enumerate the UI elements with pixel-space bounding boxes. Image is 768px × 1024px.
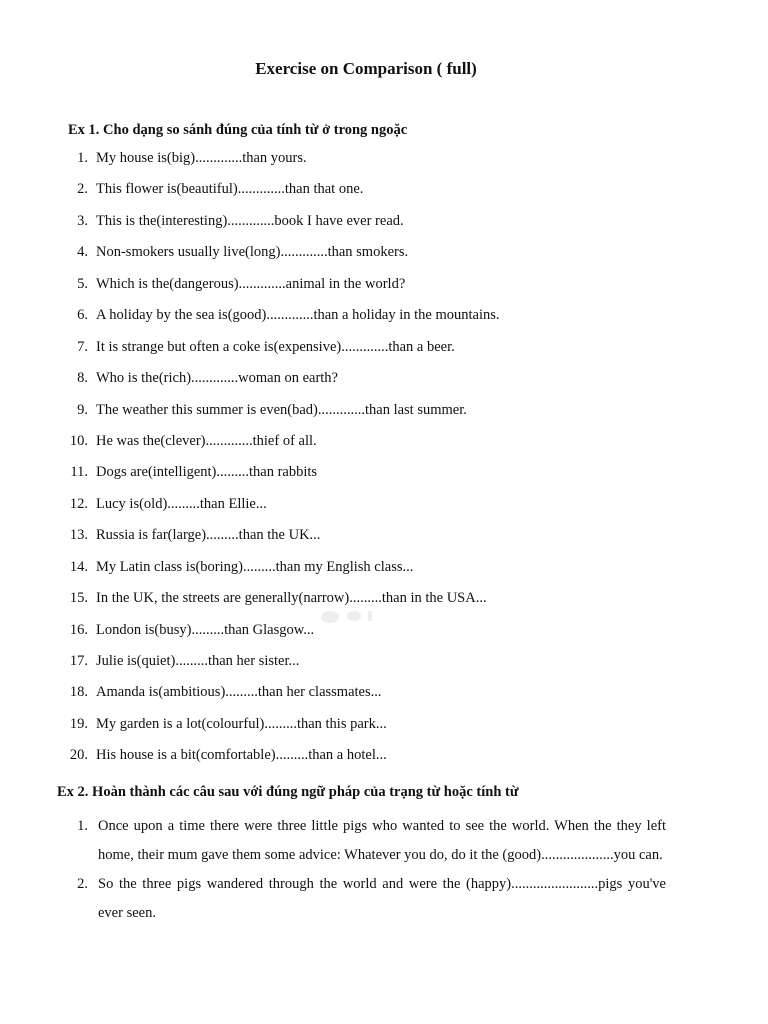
item-text: It is strange but often a coke is(expensive).............than a beer.: [96, 338, 455, 355]
item-text: The weather this summer is even(bad).............than last summer.: [96, 401, 467, 418]
item-text: Lucy is(old).........than Ellie...: [96, 495, 267, 512]
list-item: [0, 714, 768, 745]
list-item: [0, 274, 768, 305]
list-item: [0, 745, 768, 776]
item-number: 1.: [77, 818, 88, 834]
faint-watermark-mark: [318, 607, 378, 627]
item-text: Once upon a time there were three little pigs who wanted to see the world. When the they left home, their mum gave them some advice: Whatever you do, do it the (good)....................you can.: [98, 818, 666, 863]
item-number: 11.: [70, 464, 88, 481]
item-text: A holiday by the sea is(good).............than a holiday in the mountains.: [96, 307, 500, 324]
item-text: Russia is far(large).........than the UK...: [96, 527, 321, 544]
item-text: My garden is a lot(colourful).........than this park...: [96, 715, 387, 732]
list-item: [0, 620, 768, 651]
item-number: 15.: [69, 590, 88, 607]
list-item: [0, 211, 768, 242]
list-item: [0, 305, 768, 336]
item-number: 1.: [77, 150, 88, 166]
item-text: In the UK, the streets are generally(narrow).........than in the USA...: [96, 590, 487, 607]
list-item: [0, 148, 768, 179]
item-number: 7.: [77, 338, 88, 355]
exercise-1-heading: Ex 1. Cho dạng so sánh đúng của tính từ ở trong ngoặc: [68, 122, 408, 138]
list-item: [0, 242, 768, 273]
item-number: 2.: [77, 181, 88, 198]
exercise-2-list: [0, 812, 768, 928]
list-item: [0, 400, 768, 431]
item-number: 3.: [77, 212, 88, 229]
list-item: [0, 870, 768, 928]
list-item: [0, 525, 768, 556]
item-number: 18.: [69, 684, 88, 701]
item-text: This flower is(beautiful).............than that one.: [96, 181, 364, 198]
exercise-1-list: [0, 148, 768, 777]
exercise-2-heading: Ex 2. Hoàn thành các câu sau với đúng ngữ pháp của trạng từ hoặc tính từ: [57, 784, 519, 800]
list-item: [0, 682, 768, 713]
list-item: [0, 462, 768, 493]
list-item: [0, 179, 768, 210]
item-number: 12.: [69, 495, 88, 512]
list-item: [0, 494, 768, 525]
item-number: 14.: [69, 558, 88, 575]
list-item: [0, 812, 768, 870]
item-text: My Latin class is(boring).........than my English class...: [96, 558, 414, 575]
item-text: Julie is(quiet).........than her sister...: [96, 653, 300, 669]
item-text: Non-smokers usually live(long).............than smokers.: [96, 244, 409, 261]
item-text: He was the(clever).............thief of all.: [96, 432, 317, 449]
item-number: 16.: [69, 621, 88, 638]
list-item: [0, 651, 768, 682]
item-number: 4.: [77, 244, 88, 261]
list-item: [0, 557, 768, 588]
item-number: 2.: [77, 876, 88, 892]
item-number: 19.: [69, 715, 88, 732]
item-text: His house is a bit(comfortable).........than a hotel...: [96, 747, 387, 764]
item-number: 6.: [77, 307, 88, 324]
item-number: 10.: [69, 432, 88, 449]
list-item: [0, 431, 768, 462]
item-number: 5.: [77, 275, 88, 292]
list-item: [0, 368, 768, 399]
item-text: Amanda is(ambitious).........than her classmates...: [96, 684, 382, 701]
document-title: Exercise on Comparison ( full): [255, 59, 477, 78]
item-number: 9.: [77, 401, 88, 418]
item-text: This is the(interesting).............book I have ever read.: [96, 212, 404, 229]
item-text: Which is the(dangerous).............animal in the world?: [96, 275, 406, 292]
item-text: My house is(big).............than yours.: [96, 150, 307, 166]
item-number: 13.: [69, 527, 88, 544]
item-text: Dogs are(intelligent).........than rabbits: [96, 464, 318, 481]
item-text: So the three pigs wandered through the world and were the (happy)........................pigs you've ever seen.: [98, 876, 666, 921]
list-item: [0, 588, 768, 619]
item-text: London is(busy).........than Glasgow...: [96, 621, 315, 638]
item-number: 17.: [69, 653, 88, 669]
item-number: 20.: [69, 747, 88, 764]
list-item: [0, 337, 768, 368]
item-text: Who is the(rich).............woman on earth?: [96, 370, 338, 387]
item-number: 8.: [77, 370, 88, 387]
